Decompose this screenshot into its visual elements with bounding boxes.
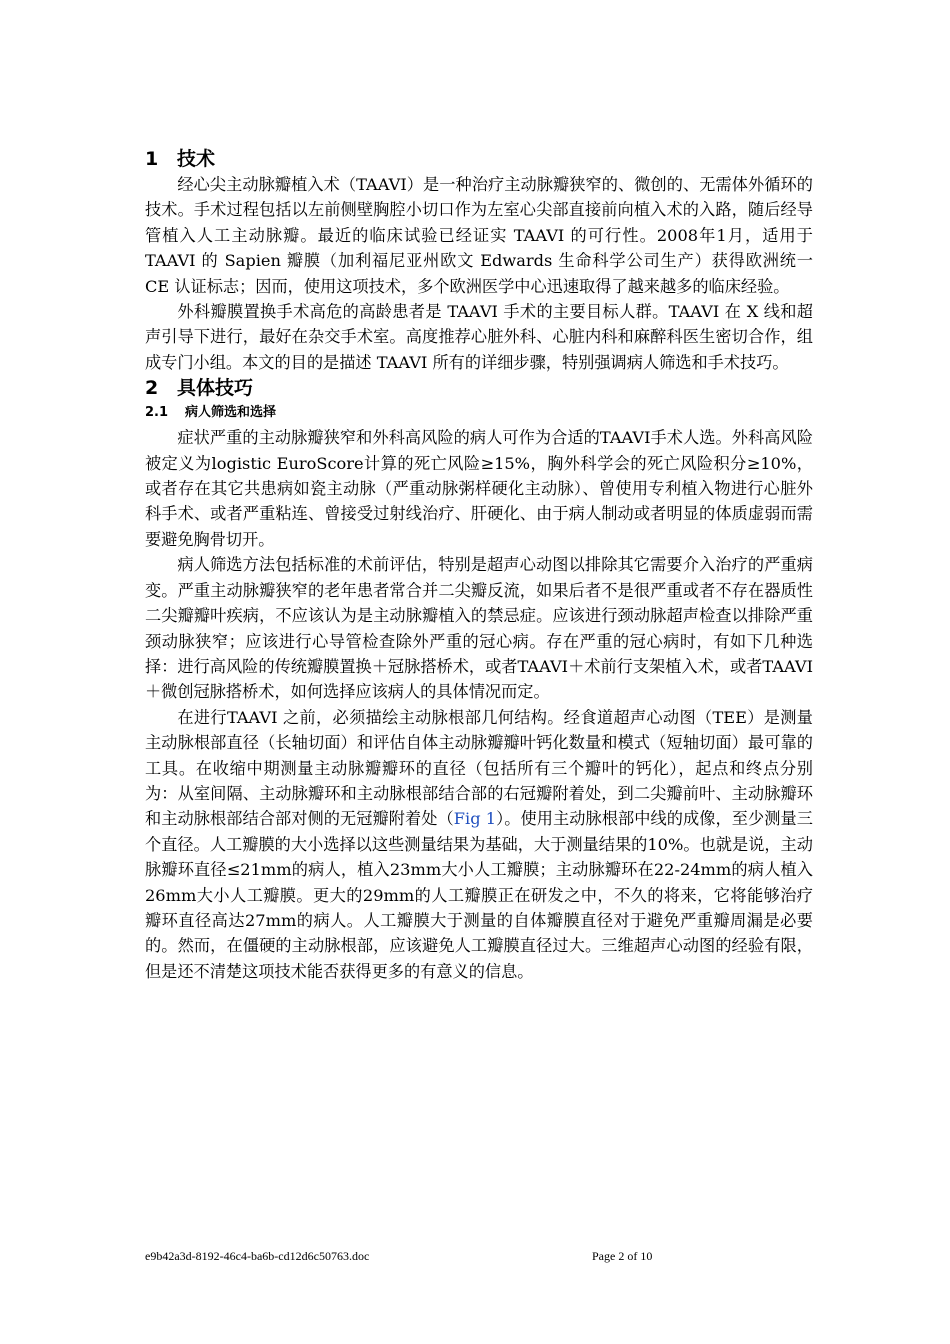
subsection-title: 病人筛选和选择 xyxy=(185,405,277,421)
paragraph xyxy=(145,705,813,984)
paragraph-text: 在进行TAAVI 之前，必须描绘主动脉根部几何结构。经食道超声心动图（TEE）是测量主动脉根部直径（长轴切面）和评估自体主动脉瓣瓣叶钙化数量和模式（短轴切面）最可靠的工具。在收缩中期测量主动脉瓣瓣环的直径（包括所有三个瓣叶的钙化），起点和终点分别为：从室间隔、主动脉瓣环和主动脉根部结合部的右冠瓣附着处，到二尖瓣前叶、主动脉瓣环和主动脉根部结合部对侧的无冠瓣附着处（ xyxy=(145,707,813,829)
paragraph: 经心尖主动脉瓣植入术（TAAVI）是一种治疗主动脉瓣狭窄的、微创的、无需体外循环的技术。手术过程包括以左前侧壁胸腔小切口作为左室心尖部直接前向植入术的入路，随后经导管植入人工主动脉瓣。最近的临床试验已经证实 TAAVI 的可行性。2008年1月，适用于 TAAVI 的 Sapien 瓣膜（加利福尼亚州欧文 Edwards 生命科学公司生产）获得欧洲统一 CE 认证标志；因而，使用这项技术，多个欧洲医学中心迅速取得了越来越多的临床经验。 xyxy=(145,175,813,296)
footer-filename: e9b42a3d-8192-46c4-ba6b-cd12d6c50763.doc xyxy=(145,1249,370,1263)
section-number: 2 xyxy=(145,377,159,400)
footer-page-number: Page 2 of 10 xyxy=(592,1249,653,1263)
section-title: 技术 xyxy=(177,148,216,170)
section-number: 1 xyxy=(145,148,159,170)
paragraph: 外科瓣膜置换手术高危的高龄患者是 TAAVI 手术的主要目标人群。TAAVI 在 X 线和超声引导下进行，最好在杂交手术室。高度推荐心脏外科、心脏内科和麻醉科医生密切合作，组成专门小组。本文的目的是描述 TAAVI 所有的详细步骤，特别强调病人筛选和手术技巧。 xyxy=(145,302,813,372)
subsection-heading-patient-selection xyxy=(145,401,813,425)
paragraph: 病人筛选方法包括标准的术前评估，特别是超声心动图以排除其它需要介入治疗的严重病变。严重主动脉瓣狭窄的老年患者常合并二尖瓣反流，如果后者不是很严重或者不存在器质性二尖瓣瓣叶疾病，不应该认为是主动脉瓣植入的禁忌症。应该进行颈动脉超声检查以排除严重颈动脉狭窄；应该进行心导管检查除外严重的冠心病。存在严重的冠心病时，有如下几种选择：进行高风险的传统瓣膜置换＋冠脉搭桥术，或者TAAVI＋术前行支架植入术，或者TAAVI＋微创冠脉搭桥术，如何选择应该病人的具体情况而定。 xyxy=(145,555,813,702)
paragraph: 症状严重的主动脉瓣狭窄和外科高风险的病人可作为合适的TAAVI手术人选。外科高风险被定义为logistic EuroScore计算的死亡风险≥15%，胸外科学会的死亡风险积分≥10%，或者存在其它共患病如瓷主动脉（严重动脉粥样硬化主动脉）、曾使用专利植入物进行心脏外科手术、或者严重粘连、曾接受过射线治疗、肝硬化、由于病人制动或者明显的体质虚弱而需要避免胸骨切开。 xyxy=(145,428,813,549)
paragraph-text: ）。使用主动脉根部中线的成像，至少测量三个直径。人工瓣膜的大小选择以这些测量结果为基础，大于测量结果的10%。也就是说，主动脉瓣环直径≤21mm的病人，植入23mm大小人工瓣膜；主动脉瓣环在22-24mm的病人植入26mm大小人工瓣膜。更大的29mm的人工瓣膜正在研发之中，不久的将来，它将能够治疗瓣环直径高达27mm的病人。人工瓣膜大于测量的自体瓣膜直径对于避免严重瓣周漏是必要的。然而，在僵硬的主动脉根部，应该避免人工瓣膜直径过大。三维超声心动图的经验有限，但是还不清楚这项技术能否获得更多的有意义的信息。 xyxy=(145,809,813,981)
subsection-number: 2.1 xyxy=(145,405,169,421)
section-title: 具体技巧 xyxy=(177,377,254,400)
section-heading-specific-techniques xyxy=(145,375,813,401)
section-heading-technique xyxy=(145,146,813,172)
figure-link[interactable]: Fig 1 xyxy=(453,809,497,829)
document-body xyxy=(145,146,813,984)
